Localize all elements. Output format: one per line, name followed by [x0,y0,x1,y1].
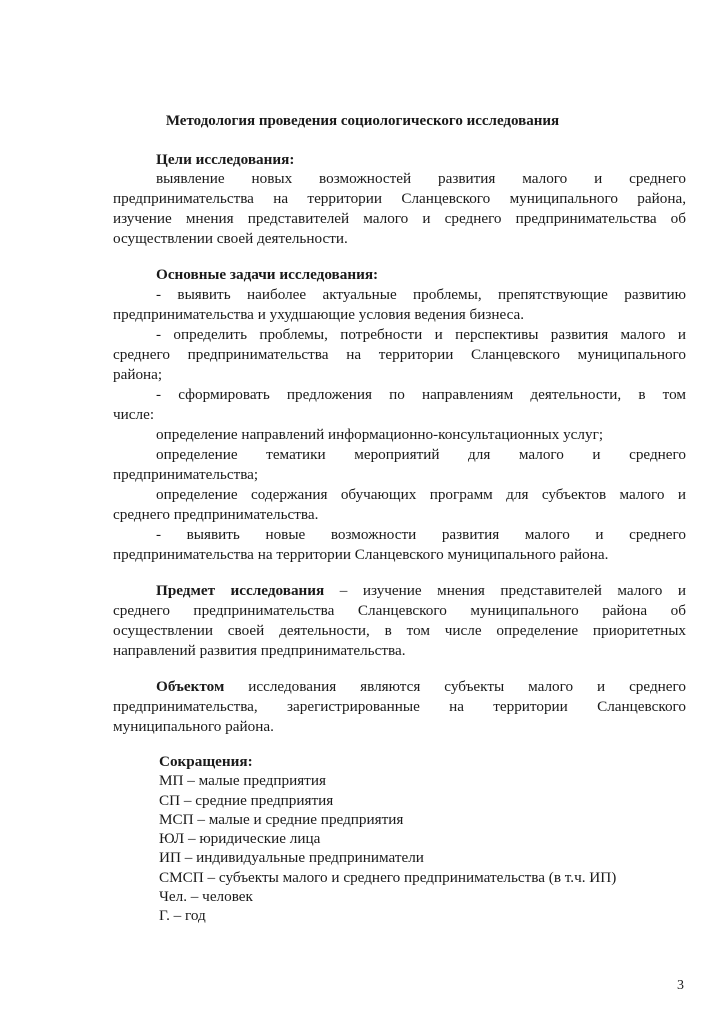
abbreviations-heading: Сокращения: [159,753,253,770]
goals-line: выявление новых возможностей развития малого и среднего [156,170,686,187]
subject-heading: Предмет исследования [156,582,325,599]
page-title: Методология проведения социологического исследования [165,113,560,129]
tasks-line: среднего предпринимательства на территории Сланцевского муниципального [113,346,686,363]
subject-first-rest: – изучение мнения представителей малого и [324,582,686,599]
tasks-heading: Основные задачи исследования: [156,266,379,283]
page-number: 3 [677,978,684,993]
tasks-line: предпринимательства на территории Сланцевского муниципального района. [113,546,609,563]
abbreviation-item: Чел. – человек [159,888,253,905]
subject-first-line [156,581,686,601]
abbreviation-item: СП – средние предприятия [159,792,334,809]
goals-heading: Цели исследования: [156,151,295,168]
tasks-line: - определить проблемы, потребности и перспективы развития малого и [156,326,686,343]
subject-line: среднего предпринимательства Сланцевского муниципального района об [113,602,686,619]
abbreviation-item: ИП – индивидуальные предприниматели [159,849,424,866]
goals-line: изучение мнения представителей малого и среднего предпринимательства об [113,210,686,227]
abbreviation-item: ЮЛ – юридические лица [159,830,321,847]
abbreviation-item: МП – малые предприятия [159,772,326,789]
abbreviation-item: Г. – год [159,907,206,924]
subject-line: направлений развития предпринимательства. [113,642,406,659]
object-line: предпринимательства, зарегистрированные на территории Сланцевского [113,698,686,715]
tasks-line: - выявить наиболее актуальные проблемы, препятствующие развитию [156,286,686,303]
tasks-line: - сформировать предложения по направлениям деятельности, в том [156,386,686,403]
object-line: муниципального района. [113,718,274,735]
tasks-line: - выявить новые возможности развития малого и среднего [156,526,686,543]
tasks-line: определение тематики мероприятий для малого и среднего [156,446,686,463]
tasks-line: определение содержания обучающих программ для субъектов малого и [156,486,686,503]
object-first-rest: исследования являются субъекты малого и среднего [224,678,686,695]
tasks-line: района; [113,366,163,383]
abbreviation-item: СМСП – субъекты малого и среднего предпринимательства (в т.ч. ИП) [159,869,617,886]
object-first-line [156,677,686,697]
tasks-line: среднего предпринимательства. [113,506,319,523]
tasks-line: предпринимательства и ухудшающие условия ведения бизнеса. [113,306,525,323]
abbreviation-item: МСП – малые и средние предприятия [159,811,404,828]
goals-line: предпринимательства на территории Сланцевского муниципального района, [113,190,686,207]
goals-line: осуществлении своей деятельности. [113,230,348,247]
subject-line: осуществлении своей деятельности, в том числе определение приоритетных [113,622,686,639]
tasks-line: числе: [113,406,155,423]
tasks-line: определение направлений информационно-консультационных услуг; [156,426,604,443]
tasks-line: предпринимательства; [113,466,259,483]
object-heading: Объектом [156,678,225,695]
